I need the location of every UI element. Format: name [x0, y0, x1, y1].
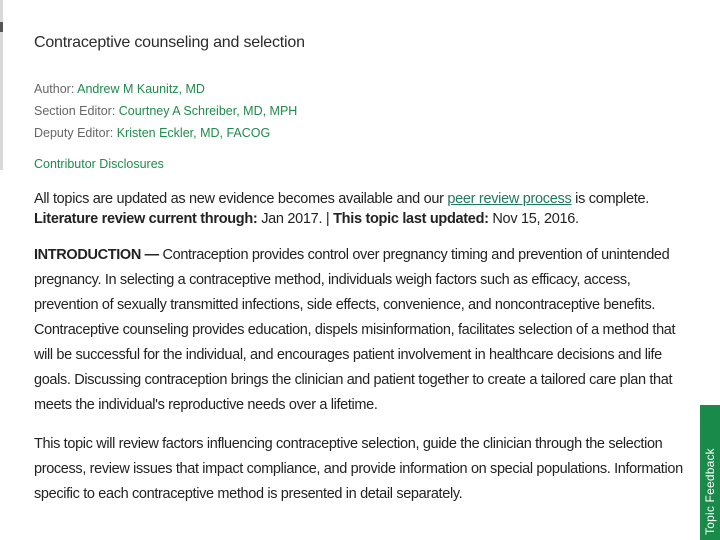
- author-link[interactable]: Andrew M Kaunitz, MD: [77, 82, 205, 96]
- deputy-editor-label: Deputy Editor:: [34, 126, 114, 140]
- topic-title: Contraceptive counseling and selection: [34, 34, 305, 51]
- section-editor-link[interactable]: Courtney A Schreiber, MD, MPH: [118, 104, 298, 118]
- update-notice: [34, 189, 684, 229]
- author-label: Author:: [34, 82, 75, 96]
- update-notice-text-end: is complete.: [575, 191, 649, 207]
- topic-feedback-tab[interactable]: [700, 405, 720, 540]
- last-updated-date: Nov 15, 2016.: [492, 211, 579, 227]
- lit-review-date: Jan 2017.: [261, 211, 323, 227]
- left-scroll-marker: [0, 22, 3, 32]
- update-notice-text: All topics are updated as new evidence becomes available and our: [34, 191, 444, 207]
- contributor-disclosures-link[interactable]: Contributor Disclosures: [34, 157, 164, 171]
- lit-review-label: Literature review current through:: [34, 211, 258, 227]
- section-editor-label: Section Editor:: [34, 104, 116, 118]
- deputy-editor-link[interactable]: Kristen Eckler, MD, FACOG: [116, 126, 271, 140]
- scope-paragraph: This topic will review factors influencing contraceptive selection, guide the clinician through the selection process, review issues that impact compliance, and provide information on special populations. Information specific to each contraceptive method is presented in detail separately.: [34, 436, 683, 502]
- topic-feedback-label: Topic Feedback: [703, 448, 717, 535]
- introduction-paragraph: [34, 243, 684, 418]
- introduction-text: Contraception provides control over pregnancy timing and prevention of unintended pregnancy. In selecting a contraceptive method, individuals weigh factors such as efficacy, access, prevention of sexually transmitted infections, side effects, convenience, and noncontraceptive benefits. Contraceptive counseling provides education, dispels misinformation, facilitates selection of a method that will be successful for the individual, and encourages patient involvement in healthcare decisions and life goals. Discussing contraception brings the clinician and patient together to create a tailored care plan that meets the individual's reproductive needs over a lifetime.: [34, 247, 676, 413]
- section-editor-row: [34, 100, 684, 122]
- review-dates-line: [34, 209, 684, 229]
- update-notice-line: [34, 189, 684, 209]
- topic-content: [34, 34, 684, 507]
- author-row: [34, 78, 684, 100]
- peer-review-process-link[interactable]: peer review process: [447, 191, 572, 207]
- last-updated-label: This topic last updated:: [333, 211, 489, 227]
- dates-separator: |: [325, 211, 330, 227]
- introduction-heading: INTRODUCTION —: [34, 247, 159, 263]
- deputy-editor-row: [34, 122, 684, 144]
